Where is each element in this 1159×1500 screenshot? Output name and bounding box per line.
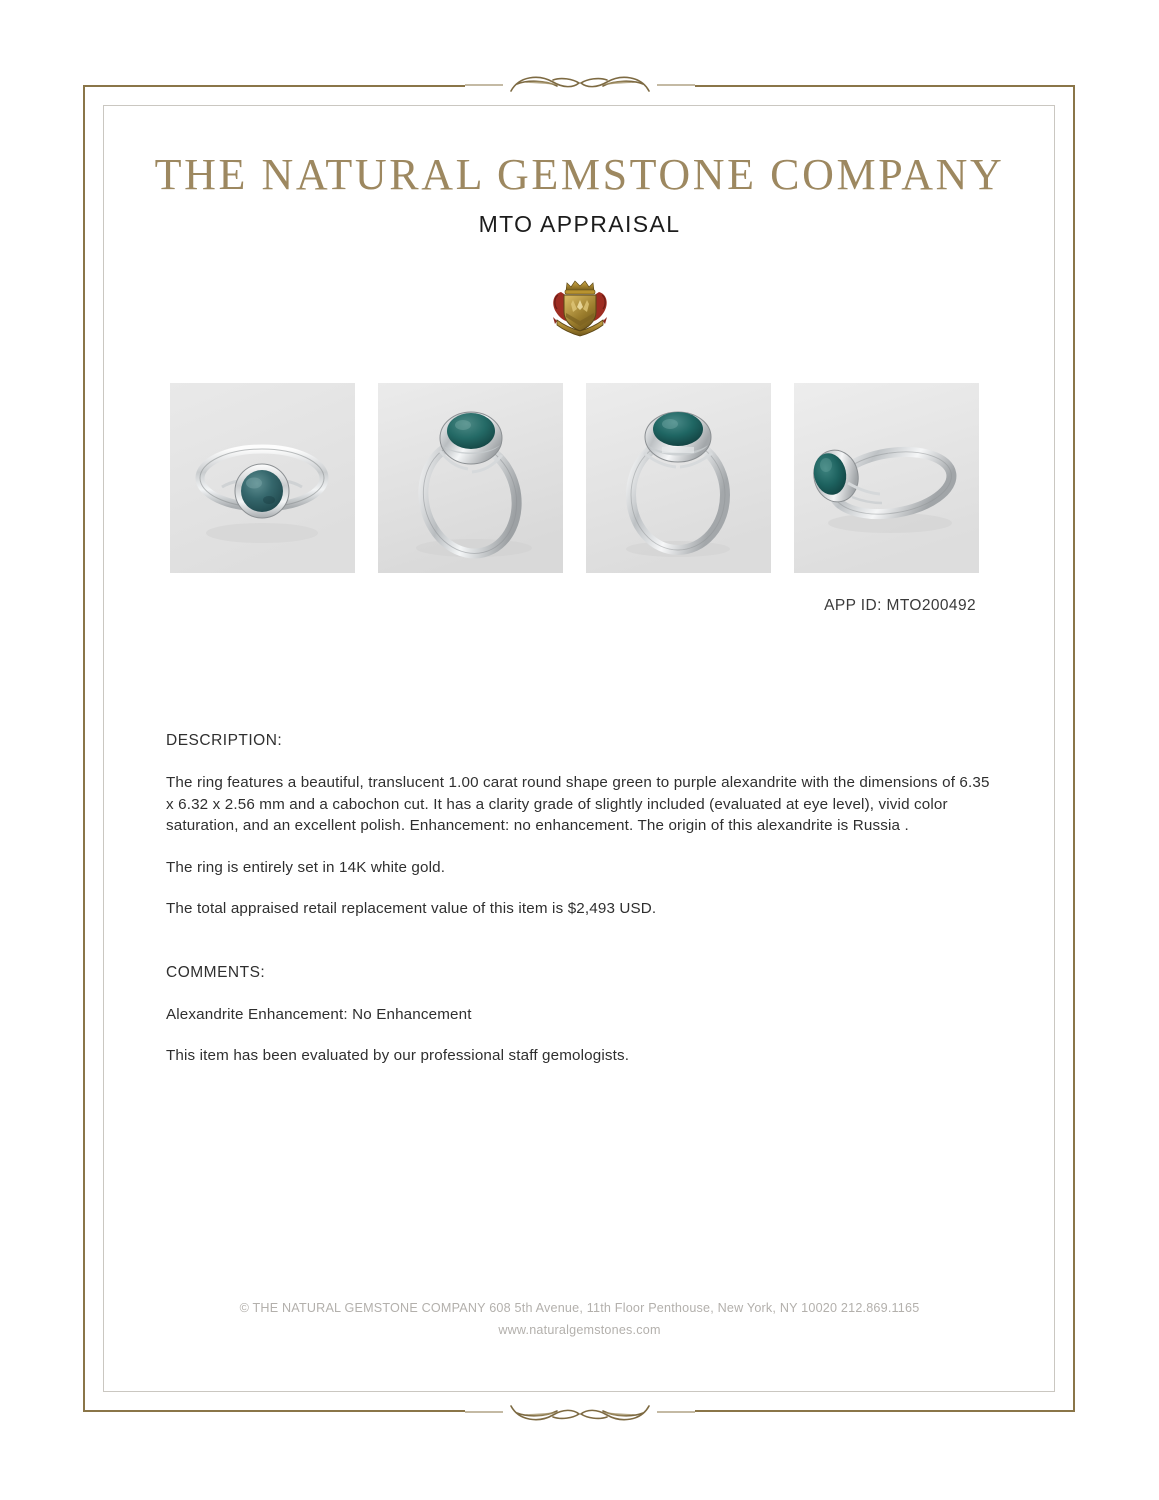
app-id-label: APP ID: MTO200492 — [824, 597, 976, 614]
ring-photo-top-angled-view[interactable] — [170, 383, 355, 573]
company-title: THE NATURAL GEMSTONE COMPANY — [154, 150, 1005, 199]
comments-paragraph-1: Alexandrite Enhancement: No Enhancement — [166, 1005, 472, 1023]
heraldic-crest-icon — [547, 276, 613, 338]
ring-photo-three-quarter-view[interactable] — [378, 383, 563, 573]
description-paragraph-3: The total appraised retail replacement value of this item is $2,493 USD. — [166, 900, 657, 918]
footer-website-line[interactable]: www.naturalgemstones.com — [498, 1323, 661, 1338]
bottom-flourish-ornament — [465, 1395, 695, 1429]
appraisal-content — [166, 732, 990, 1087]
ring-photo-side-profile-view[interactable] — [794, 383, 979, 573]
document-subtitle: MTO APPRAISAL — [478, 210, 681, 237]
product-photo-strip — [170, 383, 990, 573]
footer-address-line: © THE NATURAL GEMSTONE COMPANY 608 5th Avenue, 11th Floor Penthouse, New York, NY 10020 212.869.1165 — [239, 1301, 920, 1315]
ring-photo-front-upright-view[interactable] — [586, 383, 771, 573]
description-paragraph-2: The ring is entirely set in 14K white gold. — [166, 858, 446, 876]
document-header — [0, 150, 1159, 238]
comments-paragraph-2: This item has been evaluated by our professional staff gemologists. — [166, 1047, 630, 1065]
page-footer — [0, 1297, 1159, 1341]
description-paragraph-1: The ring features a beautiful, translucent 1.00 carat round shape green to purple alexandrite with the dimensions of 6.35 x 6.32 x 2.56 mm and a cabochon cut. It has a clarity grade of slightly included (evaluated at eye level), vivid color saturation, and an excellent polish. Enhancement: no enhancement. The origin of this alexandrite is Russia . — [166, 774, 990, 835]
description-heading: DESCRIPTION: — [166, 732, 283, 749]
top-flourish-ornament — [465, 68, 695, 102]
comments-heading: COMMENTS: — [166, 963, 266, 981]
section-spacer — [166, 940, 990, 964]
